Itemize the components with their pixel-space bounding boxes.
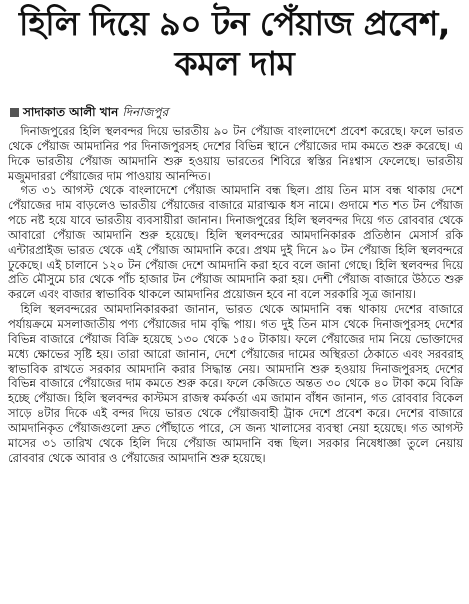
paragraph: হিলি স্থলবন্দরের আমদানিকারকরা জানান, ভারত থেকে আমদানি বন্ধ থাকায় দেশের বাজারে পর্যায়ক্রমে মসলাজাতীয় পণ্য পেঁয়াজের দাম বৃদ্ধি পায়। গত দুই তিন মাস থেকে দিনাজপুরসহ দেশের বিভিন্ন বাজারে পেঁয়াজ বিক্রি হয়েছে ১৩০ থেকে ১৫০ টাকায়। ফলে পেঁয়াজের দাম নিয়ে ভোক্তাদের মধ্যে ক্ষোভের সৃষ্টি হয়। তারা আরো জানান, দেশে পেঁয়াজের দামের অস্থিরতা ঠেকাতে এবং সরবরাহ স্বাভাবিক রাখতে সরকার আমদানি করার সিদ্ধান্ত নেয়। আমদানি শুরু হওয়ায় দিনাজপুরসহ দেশের বিভিন্ন বাজারে পেঁয়াজের দাম কমতে শুরু করে। ফলে কেজিতে অন্তত ৩০ থেকে ৪০ টাকা কমে বিক্রি হচ্ছে পেঁয়াজ। হিলি স্থলবন্দর কাস্টমস রাজস্ব কর্মকর্তা এম জামান বাঁধন জানান, গত রোববার বিকেল সাড়ে ৪টার দিকে এই বন্দর দিয়ে ভারত থেকে পেঁয়াজবাহী ট্রাক দেশে প্রবেশ করে। দেশের বাজারে আমদানিকৃত পেঁয়াজগুলো দ্রুত পৌঁছাতে পারে, সে জন্য খালাসের ব্যবস্থা নেয়া হয়েছে। গত আগস্ট মাসের ৩১ তারিখ থেকে হিলি দিয়ে পেঁয়াজ আমদানি বন্ধ ছিল। সরকার নিষেধাজ্ঞা তুলে নেয়ায় রোববার থেকে আবার ও পেঁয়াজের আমদানি শুরু হয়েছে। <box>8 302 463 465</box>
author-name: সাদাকাত আলী খান <box>23 105 119 119</box>
article-body <box>8 124 463 465</box>
byline <box>10 104 168 120</box>
headline: হিলি দিয়ে ৯০ টন পেঁয়াজ প্রবেশ, কমল দাম <box>19 4 450 83</box>
location: দিনাজপুর <box>122 105 169 119</box>
paragraph: গত ৩১ আগস্ট থেকে বাংলাদেশে পেঁয়াজ আমদানি বন্ধ ছিল। প্রায় তিন মাস বন্ধ থাকায় দেশে পেঁয়াজের দাম বাড়লেও ভারতীয় পেঁয়াজের বাজারে মারাত্মক ধস নামে। গুদামে শত শত টন পেঁয়াজ পচে নষ্ট হয়ে যাবে ভারতীয় ব্যবসায়ীরা জানান। দিনাজপুরের হিলি স্থলবন্দর দিয়ে গত রোববার থেকে আবারো পেঁয়াজ আমদানি শুরু হয়েছে। হিলি স্থলবন্দরের আমদানিকারক প্রতিষ্ঠান মেসার্স রকি এন্টারপ্রাইজ ভারত থেকে এই পেঁয়াজ আমদানি করে। প্রথম দুই দিনে ৯০ টন পেঁয়াজ হিলি স্থলবন্দরে ঢুকেছে। এই চালানে ১২০ টন পেঁয়াজ দেশে আমদানি করা হবে বলে জানা গেছে। হিলি স্থলবন্দর দিয়ে প্রতি মৌসুমে চার থেকে পাঁচ হাজার টন পেঁয়াজ আমদানি করা হয়। দেশী পেঁয়াজ বাজারে উঠতে শুরু করলে এবং বাজার স্বাভাবিক থাকলে আমদানির প্রয়োজন হবে না বলে সরকারি সূত্র জানায়। <box>8 183 463 302</box>
paragraph: দিনাজপুরের হিলি স্থলবন্দর দিয়ে ভারতীয় ৯০ টন পেঁয়াজ বাংলাদেশে প্রবেশ করেছে। ফলে ভারত থেকে পেঁয়াজ আমদানির পর দিনাজপুরসহ দেশের বিভিন্ন স্থানে পেঁয়াজের দাম কমতে শুরু করেছে। এ দিকে ভারতীয় পেঁয়াজ আমদানি শুরু হওয়ায় ভারতের শিবিরে স্বস্তির নিঃশ্বাস ফেলেছে। ভারতীয় মজুমদাররা পেঁয়াজের দাম পাওয়ায় আনন্দিত। <box>8 124 463 183</box>
byline-square-icon <box>10 108 19 117</box>
